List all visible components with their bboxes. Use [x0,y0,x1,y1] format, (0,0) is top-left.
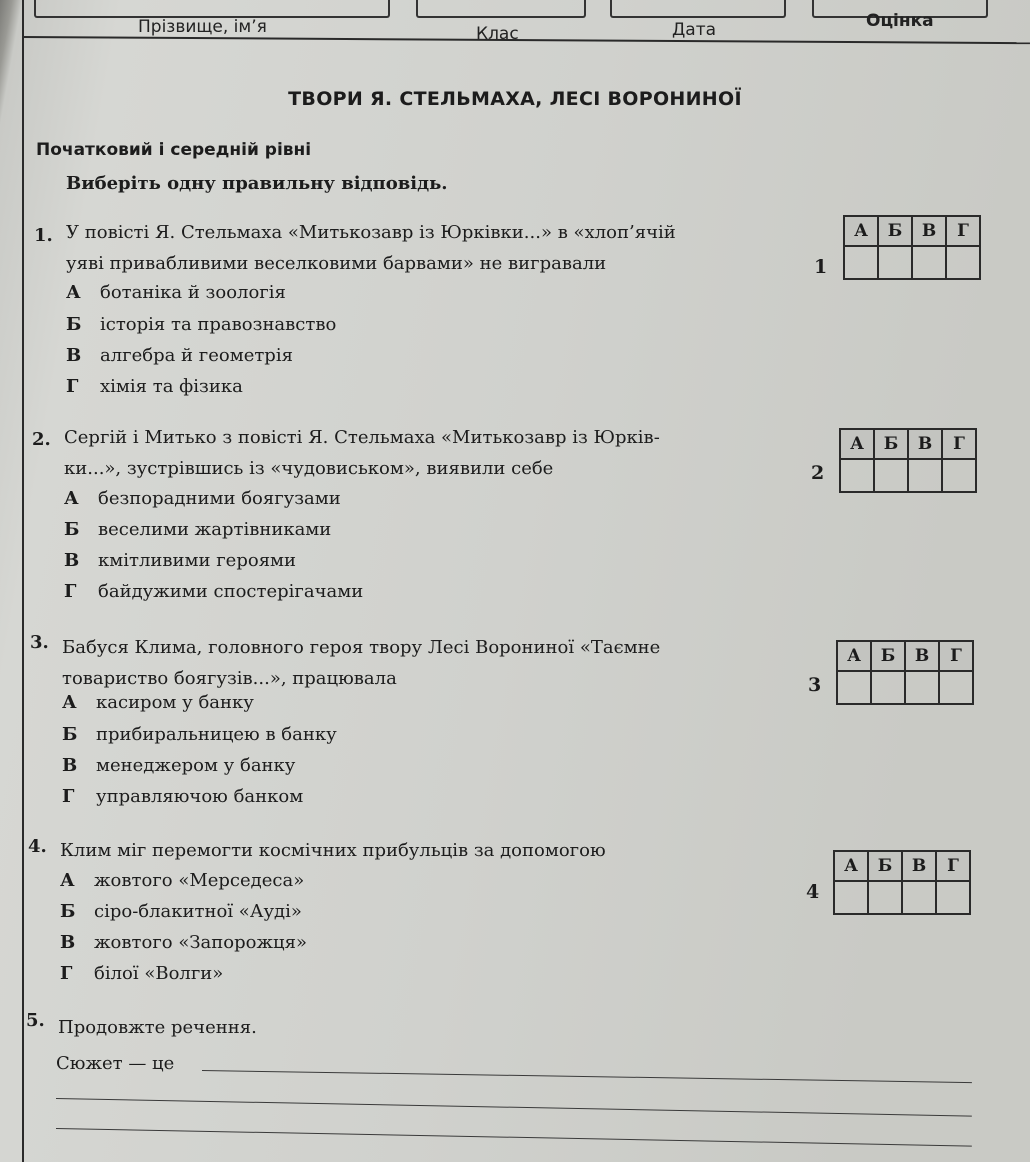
answer-grid [833,850,971,915]
date-field-box[interactable] [610,0,786,18]
answer-grid-number: 1 [814,256,828,278]
grid-header-b: Б [871,641,905,671]
left-margin-line [22,0,24,1162]
grid-header-b: Б [868,851,902,881]
answer-grid [839,428,977,493]
grade-label: Оцінка [866,11,934,31]
answer-cell-a[interactable] [834,881,868,914]
option-c[interactable]: В менеджером у банку [62,755,296,776]
option-d[interactable]: Г білої «Волги» [60,963,224,984]
option-a[interactable]: А ботаніка й зоологія [66,282,286,303]
option-a[interactable]: А жовтого «Мерседеса» [60,870,305,891]
answer-cell-v[interactable] [905,671,939,704]
question-text: Клим міг перемогти космічних прибульців за допомогою [60,840,606,861]
grid-header-b: Б [874,429,908,459]
option-c[interactable]: В жовтого «Запорожця» [60,932,307,953]
answer-cell-b[interactable] [871,671,905,704]
question-text: У повісті Я. Стельмаха «Митькозавр із Юрківки...» в «хлоп’ячій уяві привабливими веселковими барвами» не вигравали [66,222,676,274]
answer-prompt: Сюжет — це [56,1053,175,1074]
answer-line[interactable] [202,1070,972,1083]
grid-header-a: А [844,216,878,246]
grid-header-g: Г [939,641,973,671]
answer-grid [843,215,981,280]
grid-header-v: В [905,641,939,671]
grid-header-a: А [837,641,871,671]
grid-header-a: А [840,429,874,459]
answer-cell-a[interactable] [844,246,878,279]
class-label: Клас [476,24,519,44]
option-d[interactable]: Г управляючою банком [62,786,304,807]
answer-cell-g[interactable] [946,246,980,279]
option-b[interactable]: Б веселими жартівниками [64,519,332,540]
grid-header-g: Г [942,429,976,459]
grid-header-b: Б [878,216,912,246]
question-number: 2. [32,429,51,450]
option-b[interactable]: Б сіро-блакитної «Ауді» [60,901,302,922]
answer-cell-a[interactable] [840,459,874,492]
option-a[interactable]: А касиром у банку [62,692,254,713]
grid-header-v: В [912,216,946,246]
section-heading: Початковий і середній рівні [36,140,312,160]
grid-header-g: Г [946,216,980,246]
option-d[interactable]: Г хімія та фізика [66,376,243,397]
answer-cell-a[interactable] [837,671,871,704]
option-b[interactable]: Б прибиральницею в банку [62,724,337,745]
question-text: Бабуся Клима, головного героя твору Лесі Ворониної «Таємне товариство боягузів...», працювала [62,637,661,689]
option-c[interactable]: В алгебра й геометрія [66,345,293,366]
answer-cell-b[interactable] [878,246,912,279]
answer-cell-v[interactable] [908,459,942,492]
answer-grid [836,640,974,705]
class-field-box[interactable] [416,0,586,18]
answer-line[interactable] [56,1128,972,1147]
instruction: Виберіть одну правильну відповідь. [66,173,448,194]
answer-cell-g[interactable] [942,459,976,492]
name-field-box[interactable] [34,0,390,18]
answer-cell-g[interactable] [936,881,970,914]
grid-header-g: Г [936,851,970,881]
header-divider [22,36,1030,44]
question-number: 3. [30,632,49,653]
answer-cell-v[interactable] [902,881,936,914]
grid-header-v: В [902,851,936,881]
grid-header-v: В [908,429,942,459]
answer-line[interactable] [56,1098,972,1117]
option-b[interactable]: Б історія та правознавство [66,314,337,335]
question-number: 4. [28,836,47,857]
answer-cell-v[interactable] [912,246,946,279]
answer-grid-number: 2 [811,462,825,484]
page-title: ТВОРИ Я. СТЕЛЬМАХА, ЛЕСІ ВОРОНИНОЇ [288,88,742,110]
grid-header-a: А [834,851,868,881]
date-label: Дата [672,20,717,40]
question-text: Продовжте речення. [58,1017,257,1038]
answer-grid-number: 4 [806,881,820,903]
name-label: Прізвище, ім’я [138,17,267,37]
answer-cell-g[interactable] [939,671,973,704]
option-c[interactable]: В кмітливими героями [64,550,297,571]
answer-cell-b[interactable] [874,459,908,492]
answer-grid-number: 3 [808,674,822,696]
option-d[interactable]: Г байдужими спостерігачами [64,581,364,602]
question-number: 5. [26,1010,45,1031]
question-number: 1. [34,225,53,246]
answer-cell-b[interactable] [868,881,902,914]
question-text: Сергій і Митько з повісті Я. Стельмаха «Митькозавр із Юрків- ки...», зустрівшись із «чудовиськом», виявили себе [64,427,660,479]
option-a[interactable]: А безпорадними боягузами [64,488,341,509]
